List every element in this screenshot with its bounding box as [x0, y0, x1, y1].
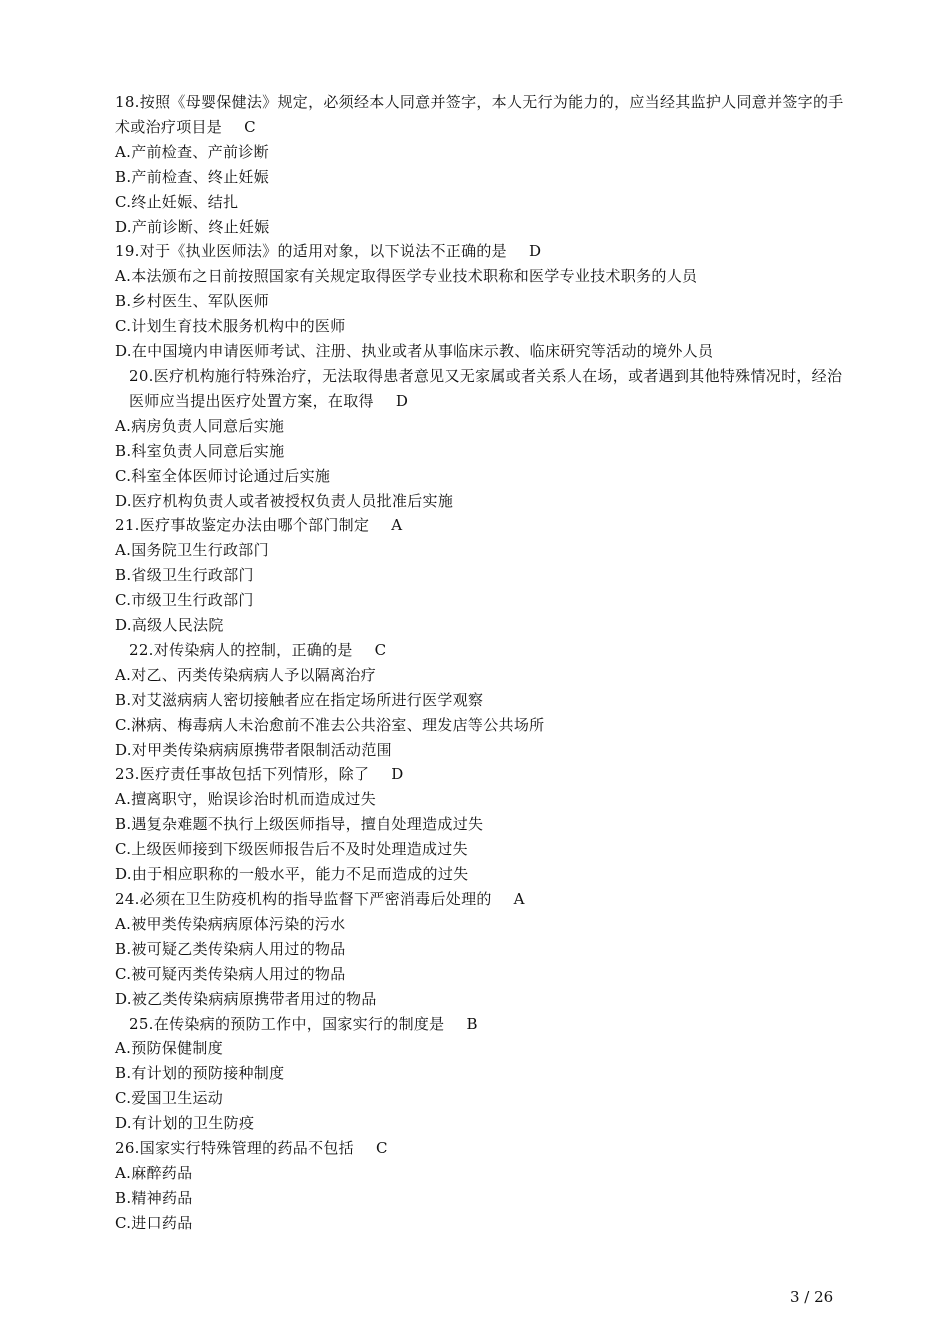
option-b: B.科室负责人同意后实施	[115, 441, 285, 460]
option-d: D.被乙类传染病病原携带者用过的物品	[115, 989, 377, 1008]
answer-key: C	[375, 1139, 388, 1158]
option-a: A.本法颁布之日前按照国家有关规定取得医学专业技术职称和医学专业技术职务的人员	[115, 267, 698, 286]
question-text: 医疗责任事故包括下列情形，除了	[139, 765, 370, 784]
option-b: B.精神药品	[115, 1188, 193, 1207]
option-b: B.产前检查、终止妊娠	[115, 167, 270, 186]
option-d: D.高级人民法院	[115, 616, 224, 635]
option-d: D.对甲类传染病病原携带者限制活动范围	[115, 740, 392, 759]
option-a: A.被甲类传染病病原体污染的污水	[115, 914, 346, 933]
question-21	[115, 513, 845, 538]
option-c: C.爱国卫生运动	[115, 1089, 224, 1108]
option-a: A.产前检查、产前诊断	[115, 142, 269, 161]
option-a: A.麻醉药品	[115, 1163, 193, 1182]
question-number: 24.	[115, 890, 140, 908]
option-c: C.计划生育技术服务机构中的医师	[115, 317, 346, 336]
option-a: A.预防保健制度	[115, 1039, 224, 1058]
question-25	[115, 1012, 845, 1037]
question-number: 18.	[115, 93, 140, 111]
question-text: 必须在卫生防疫机构的指导监督下严密消毒后处理的	[139, 890, 492, 908]
question-text: 按照《母婴保健法》规定，必须经本人同意并签字，本人无行为能力的，应当经其监护人同意并签字的手术或治疗项目是	[115, 93, 844, 136]
option-b: B.乡村医生、军队医师	[115, 292, 270, 311]
option-c: C.淋病、梅毒病人未治愈前不准去公共浴室、理发店等公共场所	[115, 715, 545, 734]
question-text: 医疗事故鉴定办法由哪个部门制定	[139, 516, 370, 535]
question-text: 国家实行特殊管理的药品不包括	[139, 1139, 354, 1158]
question-26	[115, 1136, 845, 1161]
answer-key: D	[528, 242, 542, 261]
question-24	[115, 887, 845, 912]
option-d: D.由于相应职称的一般水平，能力不足而造成的过失	[115, 865, 469, 884]
question-number: 21.	[115, 516, 140, 535]
option-b: B.被可疑乙类传染病人用过的物品	[115, 939, 346, 958]
answer-key: C	[374, 640, 387, 659]
question-number: 19.	[115, 242, 140, 261]
option-b: B.有计划的预防接种制度	[115, 1064, 285, 1083]
option-a: A.对乙、丙类传染病病人予以隔离治疗	[115, 665, 377, 684]
answer-key: D	[395, 391, 409, 410]
question-20	[115, 364, 845, 414]
option-b: B.对艾滋病病人密切接触者应在指定场所进行医学观察	[115, 690, 484, 709]
question-22	[115, 638, 845, 663]
option-b: B.遇复杂难题不执行上级医师指导，擅自处理造成过失	[115, 815, 484, 834]
question-number: 20.	[129, 366, 154, 385]
option-d: D.在中国境内申请医师考试、注册、执业或者从事临床示教、临床研究等活动的境外人员	[115, 342, 714, 361]
document-body	[115, 90, 845, 1236]
option-d: D.产前诊断、终止妊娠	[115, 217, 270, 236]
option-a: A.擅离职守，贻误诊治时机而造成过失	[115, 790, 377, 809]
option-c: C.上级医师接到下级医师报告后不及时处理造成过失	[115, 840, 468, 859]
question-18	[115, 90, 845, 140]
question-text: 对于《执业医师法》的适用对象，以下说法不正确的是	[139, 242, 507, 261]
question-text: 在传染病的预防工作中，国家实行的制度是	[153, 1014, 445, 1033]
answer-key: A	[513, 890, 525, 908]
option-c: C.进口药品	[115, 1213, 193, 1232]
option-d: D.有计划的卫生防疫	[115, 1114, 255, 1133]
answer-key: A	[391, 516, 403, 535]
answer-key: D	[391, 765, 404, 784]
option-c: C.被可疑丙类传染病人用过的物品	[115, 964, 346, 983]
question-text: 对传染病人的控制，正确的是	[153, 640, 353, 659]
page-number: 3 / 26	[790, 1288, 834, 1306]
answer-key: B	[466, 1014, 478, 1033]
option-c: C.科室全体医师讨论通过后实施	[115, 466, 331, 485]
question-text: 医疗机构施行特殊治疗，无法取得患者意见又无家属或者关系人在场，或者遇到其他特殊情况时，经治医师应当提出医疗处置方案，在取得	[129, 366, 843, 410]
question-19	[115, 239, 845, 264]
question-number: 25.	[129, 1014, 154, 1033]
option-c: C.市级卫生行政部门	[115, 591, 254, 610]
option-c: C.终止妊娠、结扎	[115, 192, 239, 211]
option-a: A.国务院卫生行政部门	[115, 541, 269, 560]
answer-key: C	[244, 117, 256, 136]
option-b: B.省级卫生行政部门	[115, 566, 254, 585]
question-number: 26.	[115, 1139, 140, 1158]
question-23	[115, 762, 845, 787]
question-number: 23.	[115, 765, 140, 784]
option-a: A.病房负责人同意后实施	[115, 416, 285, 435]
option-d: D.医疗机构负责人或者被授权负责人员批准后实施	[115, 491, 454, 510]
question-number: 22.	[129, 640, 154, 659]
